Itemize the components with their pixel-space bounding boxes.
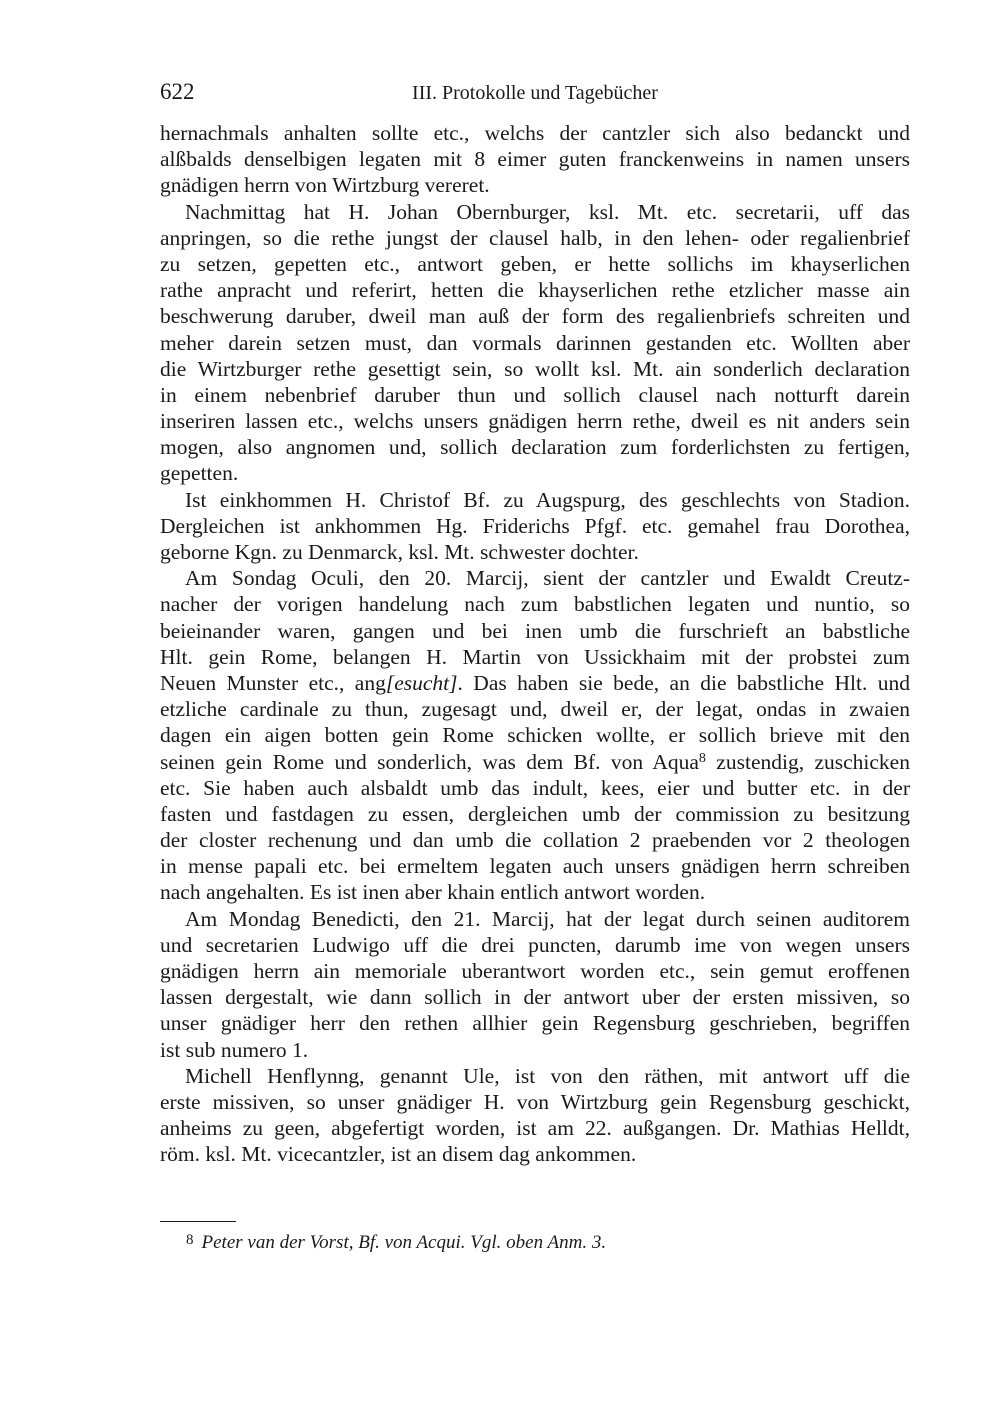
text-line: der closter rechenung und dan umb die collation 2 praebenden vor 2 theologen	[160, 828, 910, 853]
text-line: unser gnädiger herr den rethen allhier gein Regensburg geschrieben, begriffen	[160, 1011, 910, 1036]
text-line: mogen, also angnomen und, sollich declaration zum forderlichsten zu fertigen,	[160, 435, 910, 460]
text-line: gepetten.	[160, 461, 239, 486]
editorial-insertion: [esucht]	[385, 670, 458, 695]
text-line: rathe anpracht und referirt, hetten die khayserlichen rethe etzlicher masse ain	[160, 278, 910, 303]
text-line: Nachmittag hat H. Johan Obernburger, ksl. Mt. etc. secretarii, uff das	[185, 199, 910, 224]
text-line: Am Sondag Oculi, den 20. Marcij, sient der cantzler und Ewaldt Creutz-	[185, 566, 910, 591]
text-line: und secretarien Ludwigo uff die drei puncten, darumb ime von wegen unsers	[160, 932, 910, 957]
text-line: ist sub numero 1.	[160, 1037, 309, 1062]
footnote-number: 8	[186, 1232, 194, 1248]
text-line: dagen ein aigen botten gein Rome schicken wollte, er sollich brieve mit den	[160, 723, 910, 748]
text-line: nach angehalten. Es ist inen aber khain entlich antwort worden.	[160, 880, 706, 905]
page-number: 622	[160, 79, 195, 104]
text-line: zu setzen, gepetten etc., antwort geben, er hette sollichs im khayserlichen	[160, 251, 910, 276]
text-line: etc. Sie haben auch alsbaldt umb das indult, kees, eier und butter etc. in der	[160, 775, 910, 800]
text-line: beieinander waren, gangen und bei inen umb die furschrieft an babstliche	[160, 618, 910, 643]
text-line: anheims zu geen, abgefertigt worden, ist am 22. außgangen. Dr. Mathias Helldt,	[160, 1116, 910, 1141]
text-line: inseriren lassen etc., welchs unsers gnädigen herrn rethe, dweil es nit anders sein	[160, 409, 910, 434]
text-line	[160, 670, 910, 696]
text-line: röm. ksl. Mt. vicecantzler, ist an disem dag ankommen.	[160, 1142, 637, 1167]
text-line: geborne Kgn. zu Denmarck, ksl. Mt. schwester dochter.	[160, 540, 639, 564]
text-line	[160, 749, 910, 775]
text-line: fasten und fastdagen zu essen, dergleichen umb der commission zu besitzung	[160, 801, 910, 826]
text-line: in einem nebenbrief daruber thun und sollich clausel nach notturft darein	[160, 382, 910, 407]
main-text	[160, 120, 910, 1168]
text-line: alßbalds denselbigen legaten mit 8 eimer guten franckenweins in namen unsers	[160, 147, 910, 172]
text-line: etzliche cardinale zu thun, zugesagt und, dweil er, der legat, ondas in zwaien	[160, 697, 910, 722]
text-line: gnädigen herrn ain memoriale uberantwort worden etc., sein gemut eroffenen	[160, 959, 910, 983]
text-line: hernachmals anhalten sollte etc., welchs der cantzler sich also bedanckt und	[160, 121, 910, 145]
text-line: Ist einkhommen H. Christof Bf. zu Augspurg, des geschlechts von Stadion.	[185, 487, 910, 512]
text-line: in mense papali etc. bei ermeltem legaten auch unsers gnädigen herrn schreiben	[160, 854, 910, 879]
running-head: III. Protokolle und Tagebücher	[412, 82, 658, 104]
text-line: beschwerung daruber, dweil man auß der form des regalienbriefs schreiten und	[160, 304, 910, 329]
text-run: seinen gein Rome und sonderlich, was dem Bf. von Aqua	[160, 749, 699, 774]
text-run: Neuen Munster etc., ang	[160, 670, 386, 695]
footnote	[186, 1228, 606, 1255]
text-run: . Das haben sie bede, an die babstliche Hlt. und	[457, 670, 910, 695]
text-line: Hlt. gein Rome, belangen H. Martin von Ussickhaim mit der probstei zum	[160, 644, 910, 669]
text-line: gnädigen herrn von Wirtzburg vereret.	[160, 173, 490, 198]
footnote-text: Peter van der Vorst, Bf. von Acqui. Vgl. oben Anm. 3.	[201, 1232, 607, 1253]
text-line: erste missiven, so unser gnädiger H. von Wirtzburg gein Regensburg geschickt,	[160, 1089, 910, 1114]
text-run: zustendig, zuschicken	[705, 749, 910, 774]
text-line: anpringen, so die rethe jungst der clausel halb, in den lehen- oder regalienbrief	[160, 225, 910, 250]
footnote-reference: 8	[698, 750, 706, 766]
text-line: lassen dergestalt, wie dann sollich in der antwort uber der ersten missiven, so	[160, 985, 910, 1010]
text-line: Dergleichen ist ankhommen Hg. Friderichs Pfgf. etc. gemahel frau Dorothea,	[160, 513, 910, 538]
text-line: Michell Henflynng, genannt Ule, ist von den räthen, mit antwort uff die	[185, 1063, 910, 1088]
text-line: nacher der vorigen handelung nach zum babstlichen legaten und nuntio, so	[160, 592, 910, 617]
text-line: die Wirtzburger rethe gesettigt sein, so wollt ksl. Mt. ain sonderlich declaration	[160, 356, 910, 381]
text-line: Am Mondag Benedicti, den 21. Marcij, hat der legat durch seinen auditorem	[185, 906, 910, 931]
text-line: meher darein setzen must, dan vormals darinnen gestanden etc. Wollten aber	[160, 330, 910, 355]
footnote-rule	[160, 1221, 236, 1222]
